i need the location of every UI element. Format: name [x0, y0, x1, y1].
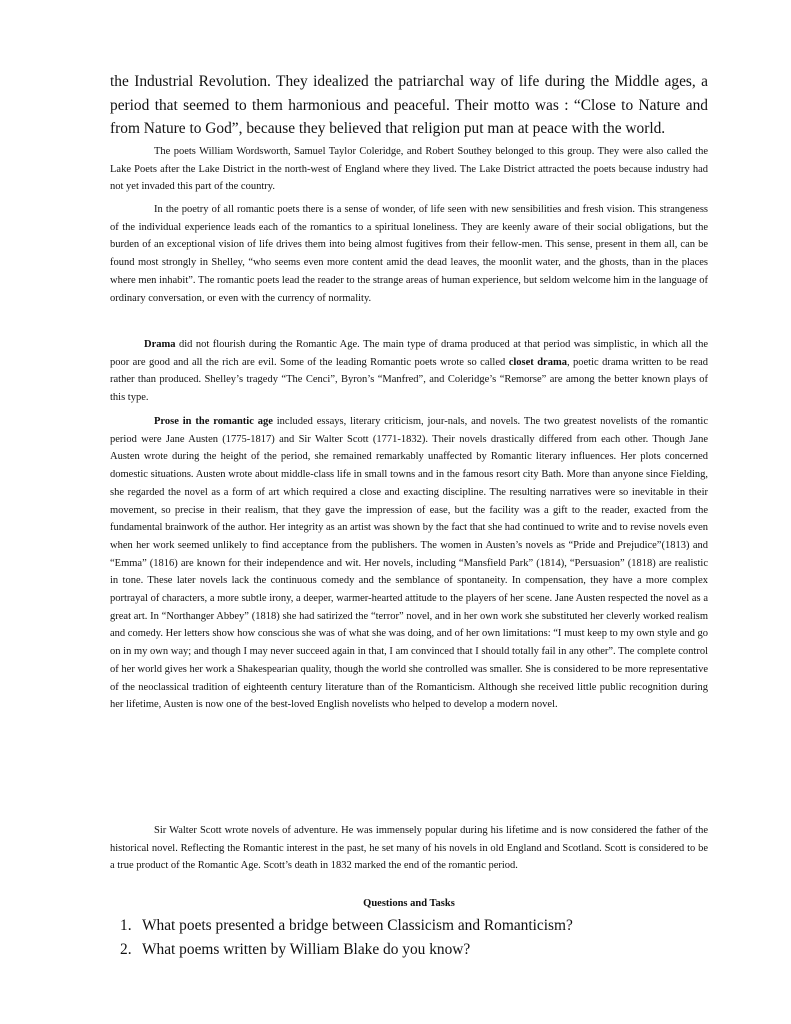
questions-list — [120, 914, 710, 961]
question-text: What poems written by William Blake do you know? — [142, 940, 471, 958]
list-item — [120, 938, 710, 962]
list-item — [120, 914, 710, 938]
wonder-paragraph: In the poetry of all romantic poets there is a sense of wonder, of life seen with new sensibilities and fresh vision. This strangeness of the individual experience leads each of the romantics to a spiritual loneliness. They are keenly aware of their social obligations, but the burden of an exceptional vision of life drives them into being almost fugitives from their fellow-men. This sense, present in them all, can be found most strongly in Shelley, “who seems even more content amid the dead leaves, the moonlit water, and the ghosts, than in the places where men inhabit”. The romantic poets lead the reader to the strange areas of human experience, but seldom welcome him in the language of ordinary conversation, or even with the currency of normality. — [110, 204, 708, 304]
question-number: 2. — [120, 940, 132, 958]
drama-text-1: did not flourish during the Romantic Age. The main type of drama produced at that period was simplistic, in which all the poor are good and all the rich are evil. Some of the leading Romantic poets wrote so called — [110, 339, 708, 368]
drama-lead: Drama — [144, 339, 176, 350]
question-number: 1. — [120, 917, 132, 934]
intro-paragraph: the Industrial Revolution. They idealized the patriarchal way of life during the Middle ages, a period that seemed to them harmonious and peaceful. Their motto was : “Close to Nature and from Nature to God”, because they believed that religion put man at peace with the world. — [110, 73, 708, 138]
closet-drama-term: closet drama — [508, 356, 567, 368]
scott-paragraph: Sir Walter Scott wrote novels of adventure. He was immensely popular during his lifetime and is now considered the father of the historical novel. Reflecting the Romantic interest in the past, he set many of his novels in old England and Scotland. Scott is considered to be a true product of the Romantic Age. Scott’s death in 1832 marked the end of the romantic period. — [110, 825, 708, 872]
questions-title: Questions and Tasks — [363, 898, 455, 909]
prose-lead: Prose in the romantic age — [154, 416, 273, 427]
prose-text: included essays, literary criticism, jour-nals, and novels. The two greatest novelists of the romantic period were Jane Austen (1775-1817) and Sir Walter Scott (1771-1832). Their novels drastically differed from each other. Though Jane Austen wrote during the height of the period, she remained remarkably unaffected by Romantic literary influences. Her plots concerned domestic situations. Austen wrote about middle-class life in small towns and in the famous resort city Bath. More than anyone since Fielding, she regarded the novel as a form of art which required a close and exacting discipline. The resulting narratives were so inevitable in their movement, so precise in their realism, that they gave the impression of ease, but the facility was a gift to the reader, exacted from the fundamental brainwork of the author. Her integrity as an artist was shown by the fact that she had continued to write and to revise novels even when her work seemed unlikely to find acceptance from the publishers. The women in Austen’s novels as “Pride and Prejudice”(1813) and “Emma” (1816) are known for their independence and wit. Her novels, including “Mansfield Park” (1814), “Persuasion” (1818) are realistic in tone. These later novels lack the continuous comedy and the semblance of spontaneity. In compensation, they have a more complex portrayal of characters, a more subtle irony, a deeper, warmer-hearted attitude to the players of her scene. Jane Austen respected the novel as a great art. In “Northanger Abbey” (1818) she had satirized the “terror” novel, and in her own work she substituted her cleverly worked realism and comedy. Her letters show how conscious she was of what she was doing, and of her own limitations: “I must keep to my own style and go on in my own way; and though I may never succeed again in that, I am convinced that I should totally fail in any other”. The complete control of her world gives her work a Shakespearian quality, though the world she controlled was smaller. She is considered to be more representative of the neoclassical tradition of eighteenth century literature than of the Romanticism. Although she received little public recognition during her lifetime, Austen is now one of the best-loved English novelists who helped to develop a modern novel. — [110, 416, 708, 711]
drama-paragraph — [110, 336, 708, 407]
prose-paragraph — [110, 413, 708, 714]
lake-poets-paragraph: The poets William Wordsworth, Samuel Taylor Coleridge, and Robert Southey belonged to this group. They were also called the Lake Poets after the Lake District in the north-west of England where they lived. The Lake District attracted the poets because industry had not yet invaded this part of the country. — [110, 146, 708, 193]
question-text: What poets presented a bridge between Classicism and Romanticism? — [142, 917, 573, 934]
drama-text-2: , poetic drama written to be read rather than produced. Shelley’s tragedy “The Cenci”, Byron’s “Manfred”, and Coleridge’s “Remorse” are among the better known plays of this type. — [110, 356, 708, 404]
